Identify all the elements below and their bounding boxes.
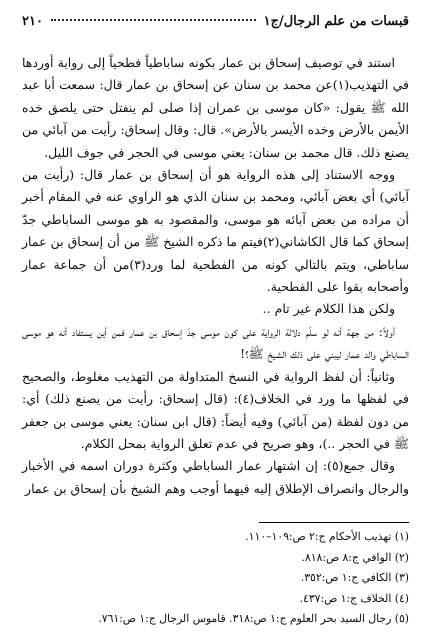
running-title: قبسات من علم الرجال/ج١ [263, 14, 409, 29]
page-header [22, 14, 409, 36]
footnote-5: (٥) رجال السيد بحر العلوم ج:١ ص:٣١٨. قاموس الرجال ج:١ ص:٧٦١. [98, 612, 409, 626]
page-number: ٢١٠ [22, 14, 43, 29]
body-text [22, 52, 409, 500]
paragraph-3: ولكن هذا الكلام غير تام .. [262, 301, 395, 317]
paragraph-6: وقال جمع(٥): إن اشتهار عمار الساباطي وكثرة دوران اسمه في الأخبار والرجال وانصراف الإطلاق إليه فيهما أوجب وهم الشيخ بأن إسحاق بن عمار [22, 458, 409, 496]
footnote-rule [259, 522, 409, 523]
footnote-3: (٣) الكافي ج:١ ص:٣٥٢. [300, 571, 409, 585]
paragraph-4: أولاً: من جهة أنه لو سلّم دلالة الرواية على كون موسى جدّ إسحاق بن عمار فمن أين يستفاد أنه هو موسى الساباطي والد عمار ليبني على ذلك الشيخ ﷺ؟! [22, 323, 409, 362]
paragraph-2: ووجه الاستناد إلى هذه الرواية هو أن إسحاق بن عمار قال: (رأيت من آبائي) أي بعض آبائي، ومحمد بن سنان الذي هو الراوي عنه في المقام أخبر أن مراده من بعض آبائه هو موسى، والمقصود به هو موسى الساباطي جدّ إسحاق كما قال الكاشاني(٢)فيتم ما ذكره الشيخ ﷺ من أن إسحاق بن عمار ساباطي، ويتم بالتالي كونه من الفطحية لما ورد(٣)من أن جماعة عمار وأصحابه بقوا على الفطحية. [22, 167, 409, 295]
footnotes [22, 522, 409, 630]
paragraph-5: وثانياً: أن لفظ الرواية في النسخ المتداولة من التهذيب مغلوط، والصحيح في لفظها ما ورد في الخلاف(٤): (قال إسحاق: رأيت من يصنع ذلك) أي: من دون لفظة (من آبائي) وفيه أيضاً: (قال ابن سنان: يعني موسى بن جعفر ﷺ في الحجر ..)، وهو صريح في عدم تعلق الرواية بمحل الكلام. [22, 368, 409, 451]
paragraph-1: استند في توصيف إسحاق بن عمار بكونه ساباطياً فطحياً إلى رواية أوردها في التهذيب(١)عن محمد بن سنان عن إسحاق بن عمار قال: سمعت أبا عبد الله ﷺ يقول: «كان موسى بن عمران إذا صلى لم ينفتل حتى يلصق خده الأيمن بالأرض وخده الأيسر بالأرض». قال: وقال إسحاق: رأيت من آبائي من يصنع ذلك. قال محمد بن سنان: يعني موسى في الحجر في جوف الليل. [22, 55, 409, 160]
footnote-2: (٢) الوافي ج:٨ ص:٨١٨. [301, 550, 409, 564]
header-dotted-leader [51, 19, 256, 21]
footnote-4: (٤) الخلاف ج:١ ص:٤٣٧. [299, 591, 409, 605]
footnote-1: (١) تهذيب الأحكام ج:٢ ص:١٠٩–١١٠. [245, 530, 409, 543]
